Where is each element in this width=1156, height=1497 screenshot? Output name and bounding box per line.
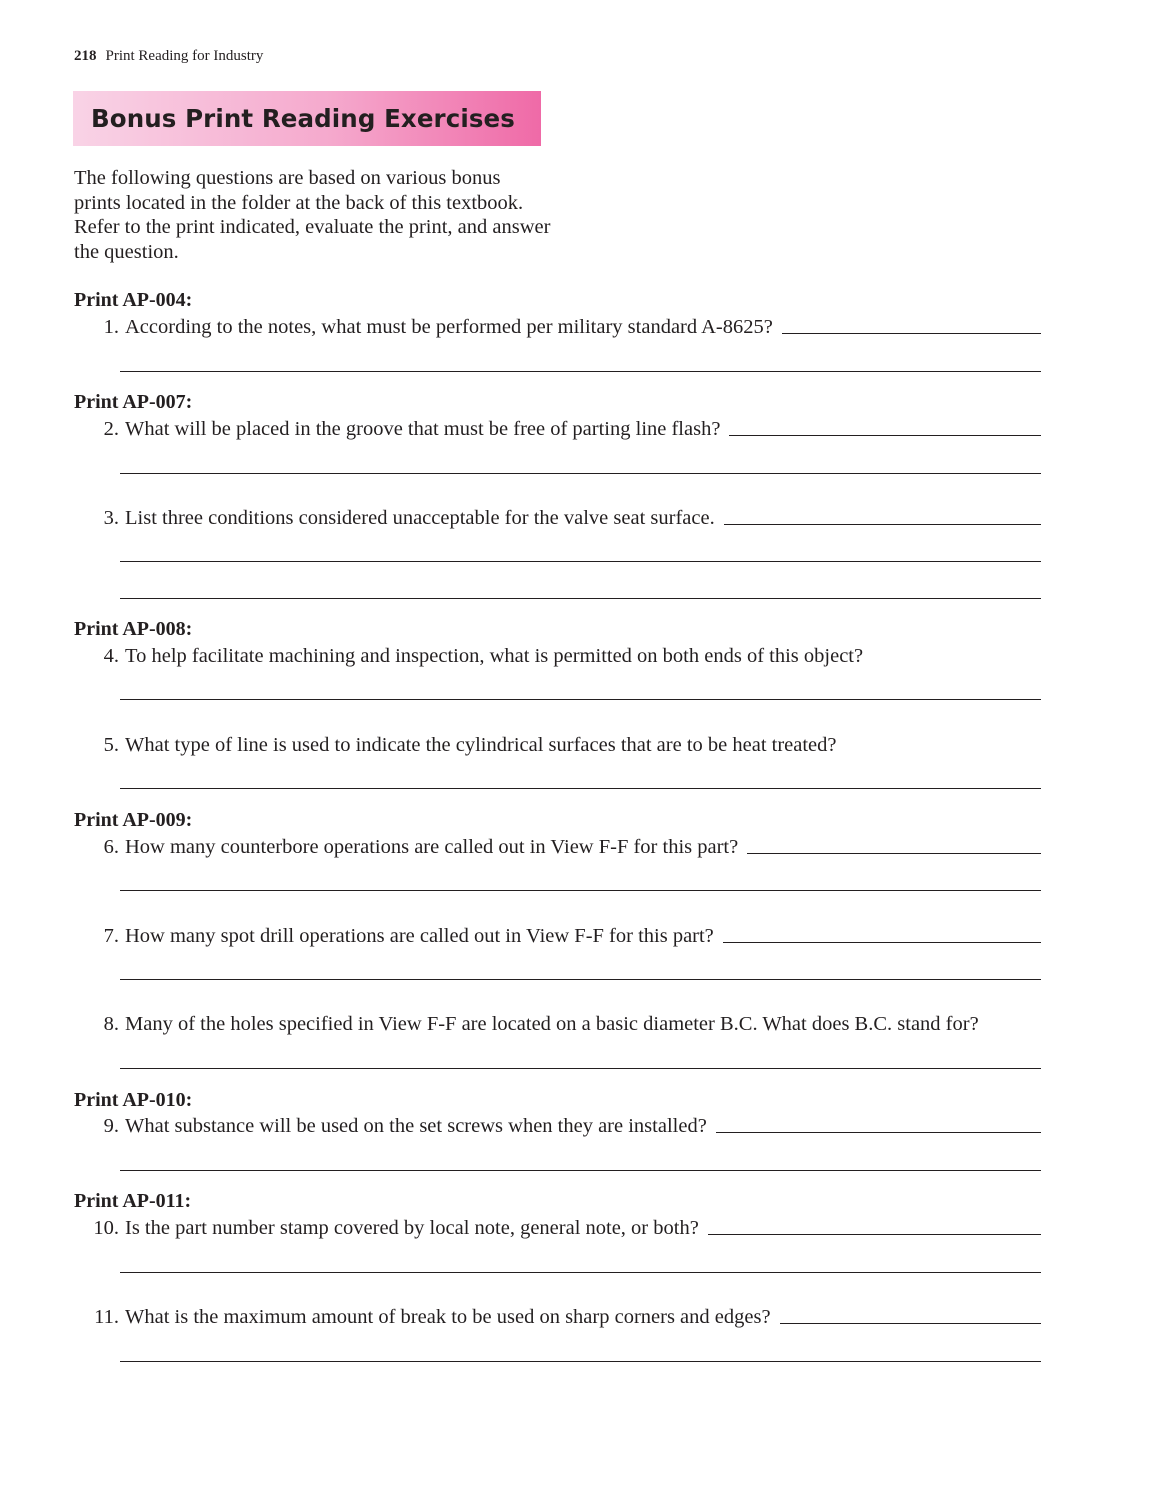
title-banner — [73, 91, 541, 146]
answer-line[interactable] — [120, 1068, 1041, 1069]
question-text: What is the maximum amount of break to be used on sharp corners and edges? — [125, 1306, 771, 1328]
answer-blank[interactable] — [724, 524, 1041, 525]
answer-line[interactable] — [120, 598, 1041, 599]
answer-line[interactable] — [120, 1361, 1041, 1362]
answer-blank[interactable] — [782, 333, 1041, 334]
answer-blank[interactable] — [729, 435, 1041, 436]
question-text: How many counterbore operations are called out in View F-F for this part? — [125, 836, 739, 858]
book-title: Print Reading for Industry — [105, 48, 264, 64]
question-number: 9. — [103, 1115, 119, 1137]
answer-line[interactable] — [120, 561, 1041, 562]
question — [80, 730, 1041, 757]
section-heading: Print AP-007: — [74, 391, 193, 413]
section-heading: Print AP-008: — [74, 618, 193, 640]
intro-paragraph: The following questions are based on various bonus prints located in the folder at the back of this textbook. Refer to the print indicated, evaluate the print, and answer the question. — [74, 167, 551, 264]
answer-blank[interactable] — [723, 942, 1041, 943]
question-number: 3. — [103, 507, 119, 529]
section-heading: Print AP-010: — [74, 1089, 193, 1111]
section-heading: Print AP-004: — [74, 289, 193, 311]
answer-line[interactable] — [120, 1272, 1041, 1273]
question-text: List three conditions considered unacceptable for the valve seat surface. — [125, 507, 715, 529]
page-number: 218 — [74, 48, 97, 64]
answer-blank[interactable] — [747, 853, 1041, 854]
question-text: According to the notes, what must be performed per military standard A-8625? — [125, 316, 773, 338]
question — [80, 503, 1041, 530]
answer-blank[interactable] — [708, 1234, 1041, 1235]
answer-line[interactable] — [120, 1170, 1041, 1171]
question-text: What will be placed in the groove that must be free of parting line flash? — [125, 418, 721, 440]
question-text: Many of the holes specified in View F-F are located on a basic diameter B.C. What does B.C. stand for? — [125, 1013, 979, 1035]
answer-line[interactable] — [120, 788, 1041, 789]
question-number: 11. — [94, 1306, 119, 1328]
answer-blank[interactable] — [716, 1132, 1041, 1133]
answer-blank[interactable] — [780, 1323, 1041, 1324]
question — [80, 414, 1041, 441]
section-heading: Print AP-009: — [74, 809, 193, 831]
question — [80, 1009, 1041, 1036]
question-number: 1. — [103, 316, 119, 338]
question-number: 8. — [103, 1013, 119, 1035]
question — [80, 921, 1041, 948]
question-text: What type of line is used to indicate the cylindrical surfaces that are to be heat treated? — [125, 734, 837, 756]
question-text: Is the part number stamp covered by local note, general note, or both? — [125, 1217, 699, 1239]
question-text: What substance will be used on the set screws when they are installed? — [125, 1115, 707, 1137]
page-title: Bonus Print Reading Exercises — [91, 104, 515, 133]
question — [80, 832, 1041, 859]
question-number: 5. — [103, 734, 119, 756]
answer-line[interactable] — [120, 890, 1041, 891]
question-number: 4. — [103, 645, 119, 667]
question-number: 6. — [103, 836, 119, 858]
question-number: 10. — [93, 1217, 119, 1239]
answer-line[interactable] — [120, 979, 1041, 980]
question — [80, 641, 1041, 668]
question-text: How many spot drill operations are called out in View F-F for this part? — [125, 925, 714, 947]
question-number: 7. — [103, 925, 119, 947]
answer-line[interactable] — [120, 371, 1041, 372]
answer-line[interactable] — [120, 473, 1041, 474]
question — [80, 312, 1041, 339]
question — [80, 1111, 1041, 1138]
page-header — [74, 48, 263, 65]
question — [80, 1213, 1041, 1240]
answer-line[interactable] — [120, 699, 1041, 700]
section-heading: Print AP-011: — [74, 1190, 192, 1212]
question-number: 2. — [103, 418, 119, 440]
question-text: To help facilitate machining and inspection, what is permitted on both ends of this object? — [125, 645, 864, 667]
question — [80, 1302, 1041, 1329]
